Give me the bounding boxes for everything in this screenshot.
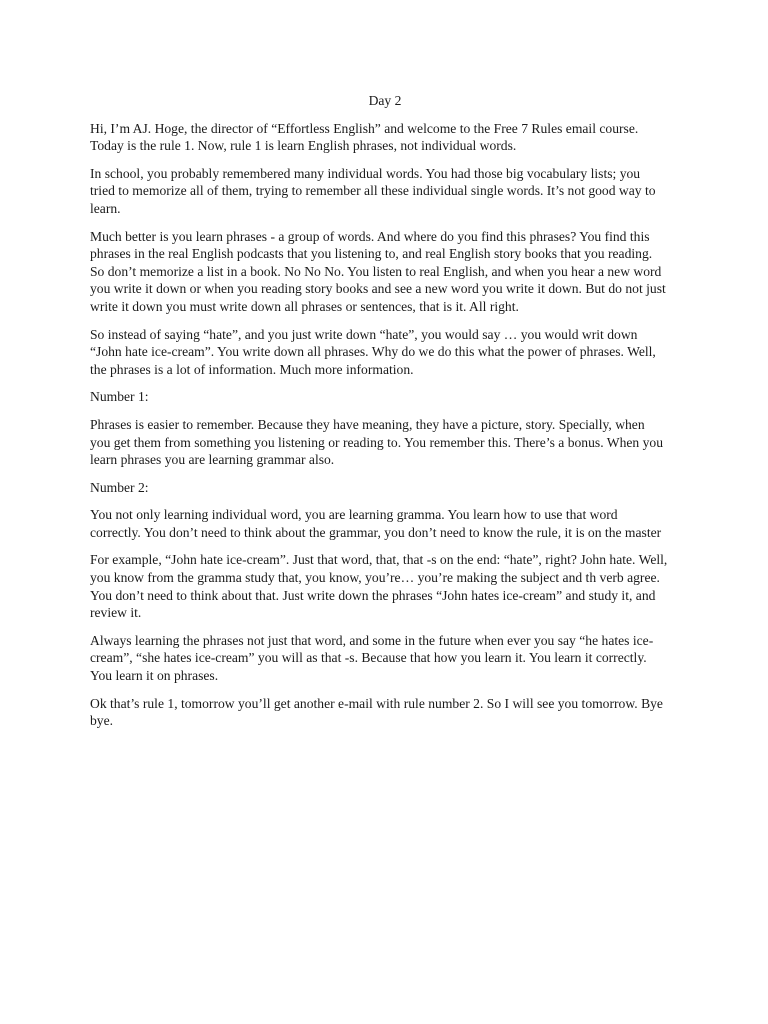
heading-number-2: Number 2: [90,479,149,495]
paragraph-hate-example: So instead of saying “hate”, and you just write down “hate”, you would say … you would writ down “John hate ice-cream”. You write down all phrases. Why do we do this what the power of phrases. Well, the phrases is a lot of information. Much more information. [90,326,656,377]
document-page [90,92,680,740]
paragraph-always: Always learning the phrases not just that word, and some in the future when ever you say “he hates ice- cream”, “she hates ice-cream” you will as that -s. Because that how you learn it. You learn it correctly. You learn it on phrases. [90,632,654,684]
heading-number-1: Number 1: [90,389,149,405]
paragraph-phrases: Much better is you learn phrases - a group of words. And where do you find this phrases? You find this phrases in the real English podcasts that you listening to, and real English story books that you reading. So don’t memorize a list in a book. No No No. You listen to real English, and when you hear a new word you write it down or when you reading story books and see a new word you write it down. But do not just write it down you must write down all phrases or sentences, that is it. All right. [90,228,666,314]
paragraph-grammar: You not only learning individual word, you are learning gramma. You learn how to use that word correctly. You don’t need to think about the grammar, you don’t need to know the rule, it is on the master [90,507,662,540]
paragraph-easier: Phrases is easier to remember. Because they have meaning, they have a picture, story. Specially, when you get them from something you listening or reading to. You remember this. There’s a bonus. When you learn phrases you are learning grammar also. [90,416,663,468]
paragraph-intro: Hi, I’m AJ. Hoge, the director of “Effortless English” and welcome to the Free 7 Rules email course. Today is the rule 1. Now, rule 1 is learn English phrases, not individual words. [90,120,639,154]
paragraph-school: In school, you probably remembered many individual words. You had those big vocabulary lists; you tried to memorize all of them, trying to remember all these individual single words. It’s not good way to learn. [90,165,656,216]
paragraph-for-example: For example, “John hate ice-cream”. Just that word, that, that -s on the end: “hate”, right? John hate. Well, you know from the gramma study that, you know, you’re… you’re making the subject and th verb agree. You don’t need to think about that. Just write down the phrases “John hates ice-cream” and study it, and review it. [90,552,668,621]
paragraph-closing: Ok that’s rule 1, tomorrow you’ll get another e-mail with rule number 2. So I will see you tomorrow. Bye bye. [90,695,663,729]
document-title: Day 2 [368,93,402,108]
